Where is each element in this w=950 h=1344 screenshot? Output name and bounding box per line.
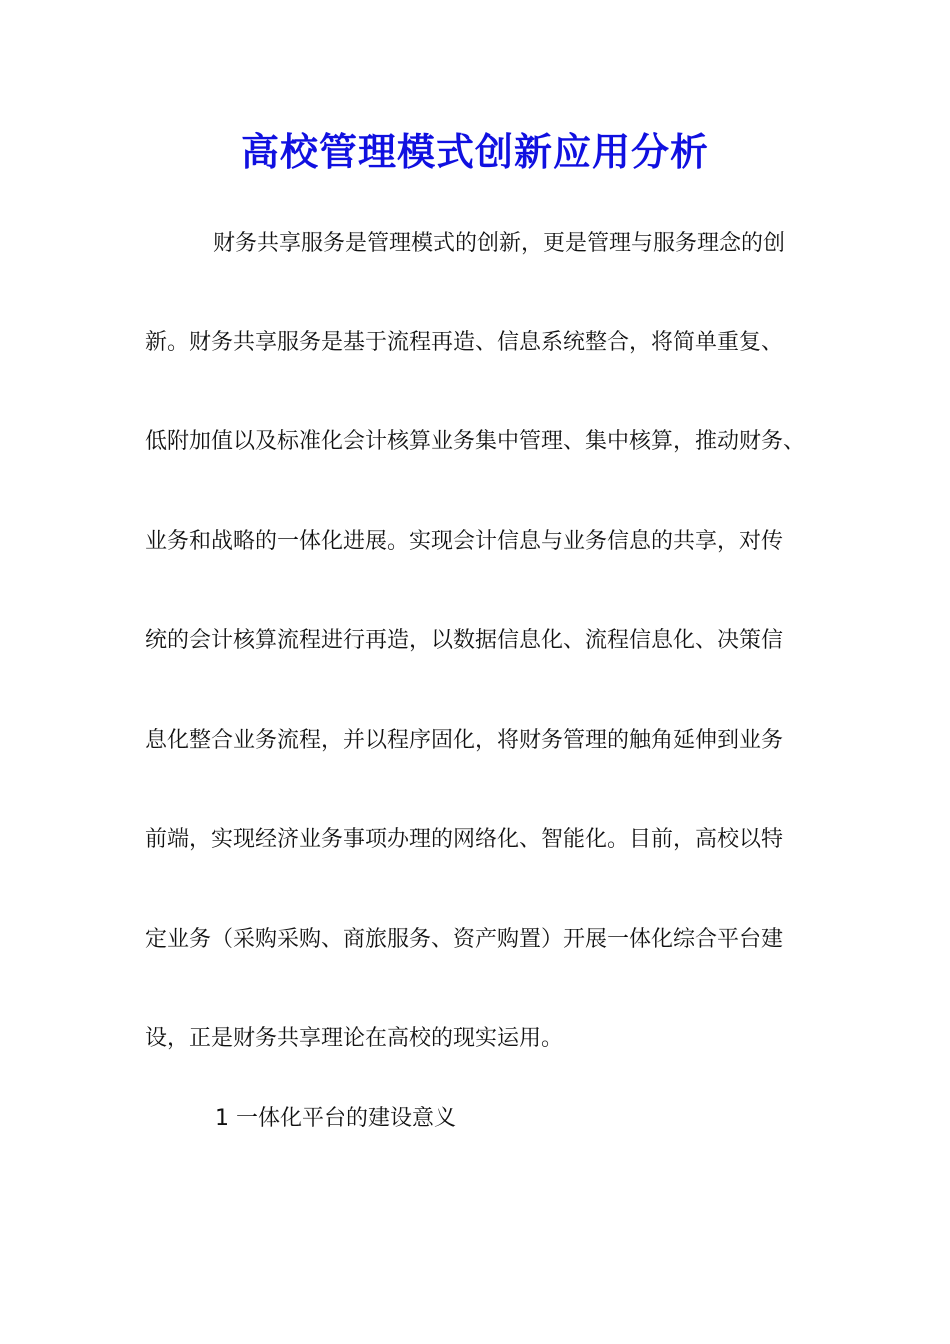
document-title: 高校管理模式创新应用分析	[240, 129, 709, 174]
paragraph-line: 低附加值以及标准化会计核算业务集中管理、集中核算，推动财务、	[145, 429, 806, 454]
paragraph-line: 新。财务共享服务是基于流程再造、信息系统整合，将简单重复、	[145, 330, 784, 355]
paragraph-line: 财务共享服务是管理模式的创新，更是管理与服务理念的创	[213, 231, 786, 256]
paragraph-line: 统的会计核算流程进行再造，以数据信息化、流程信息化、决策信	[145, 628, 784, 653]
paragraph-line: 业务和战略的一体化进展。实现会计信息与业务信息的共享，对传	[145, 529, 784, 554]
paragraph-line: 前端，实现经济业务事项办理的网络化、智能化。目前，高校以特	[145, 827, 784, 852]
paragraph-line: 息化整合业务流程，并以程序固化，将财务管理的触角延伸到业务	[145, 728, 784, 753]
paragraph-line: 定业务（采购采购、商旅服务、资产购置）开展一体化综合平台建	[145, 927, 784, 952]
paragraph-line: 设，正是财务共享理论在高校的现实运用。	[145, 1026, 564, 1051]
section-heading: 1 一体化平台的建设意义	[215, 1106, 456, 1131]
